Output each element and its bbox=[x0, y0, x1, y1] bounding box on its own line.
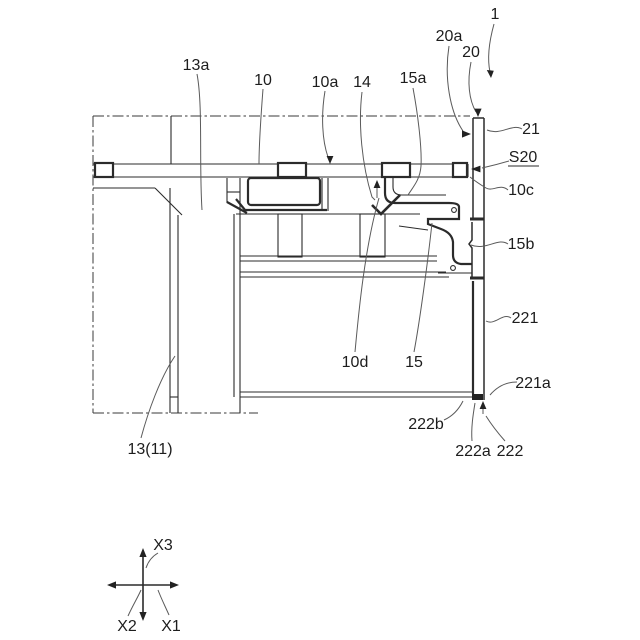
wall-bottom-cap-221a bbox=[472, 394, 483, 400]
ref-label-21: 21 bbox=[522, 121, 540, 138]
ref-label-s20: S20 bbox=[508, 149, 538, 166]
lower-box bbox=[240, 392, 472, 397]
ref-label-20a: 20a bbox=[435, 28, 463, 45]
ref-label-10a: 10a bbox=[311, 74, 339, 91]
rails bbox=[240, 256, 449, 277]
plate-bosses bbox=[95, 163, 467, 177]
ref-label-221: 221 bbox=[511, 310, 539, 327]
arrow-14 bbox=[374, 180, 381, 188]
ref-label-10: 10 bbox=[254, 72, 272, 89]
post-right bbox=[360, 214, 385, 257]
ref-label-10d: 10d bbox=[341, 354, 369, 371]
wall-segment-15b bbox=[469, 222, 472, 277]
bracket-15 bbox=[385, 177, 472, 273]
ref-label-10c: 10c bbox=[508, 182, 534, 199]
axis-arrow-left bbox=[107, 581, 116, 588]
axis-arrow-up bbox=[139, 548, 146, 557]
ref-label-13-11: 13(11) bbox=[127, 441, 173, 458]
ref-label-15b: 15b bbox=[507, 236, 535, 253]
ref-label-15: 15 bbox=[405, 354, 423, 371]
ref-label-13a: 13a bbox=[182, 57, 210, 74]
ref-label-1: 1 bbox=[490, 6, 500, 23]
arrow-10a bbox=[327, 156, 334, 164]
axis-label-x1: X1 bbox=[161, 618, 181, 635]
arrow-20a bbox=[462, 130, 471, 137]
center-block bbox=[248, 178, 320, 205]
axes-indicator bbox=[107, 548, 179, 621]
right-wall-20 bbox=[469, 118, 484, 400]
ref-label-222a: 222a bbox=[455, 443, 491, 460]
left-column-13 bbox=[93, 178, 240, 413]
axis-label-x2: X2 bbox=[117, 618, 137, 635]
arrow-222 bbox=[480, 401, 487, 409]
ref-label-222b: 222b bbox=[408, 416, 444, 433]
ref-label-15a: 15a bbox=[399, 70, 427, 87]
screw-hole-upper bbox=[452, 208, 457, 213]
ref-label-14: 14 bbox=[353, 74, 371, 91]
axis-label-x3: X3 bbox=[153, 537, 173, 554]
post-left bbox=[278, 214, 302, 257]
axis-arrow-down bbox=[139, 612, 146, 621]
axis-arrow-right bbox=[170, 581, 179, 588]
leader-lines bbox=[128, 24, 522, 616]
arrow-20 bbox=[474, 109, 481, 117]
screw-hole-lower bbox=[451, 266, 456, 271]
top-plate-10 bbox=[93, 116, 468, 177]
ref-label-221a: 221a bbox=[515, 375, 551, 392]
center-mechanism bbox=[227, 178, 449, 277]
ref-label-20: 20 bbox=[462, 44, 480, 61]
arrow-1 bbox=[487, 70, 494, 78]
ref-label-222: 222 bbox=[496, 443, 524, 460]
